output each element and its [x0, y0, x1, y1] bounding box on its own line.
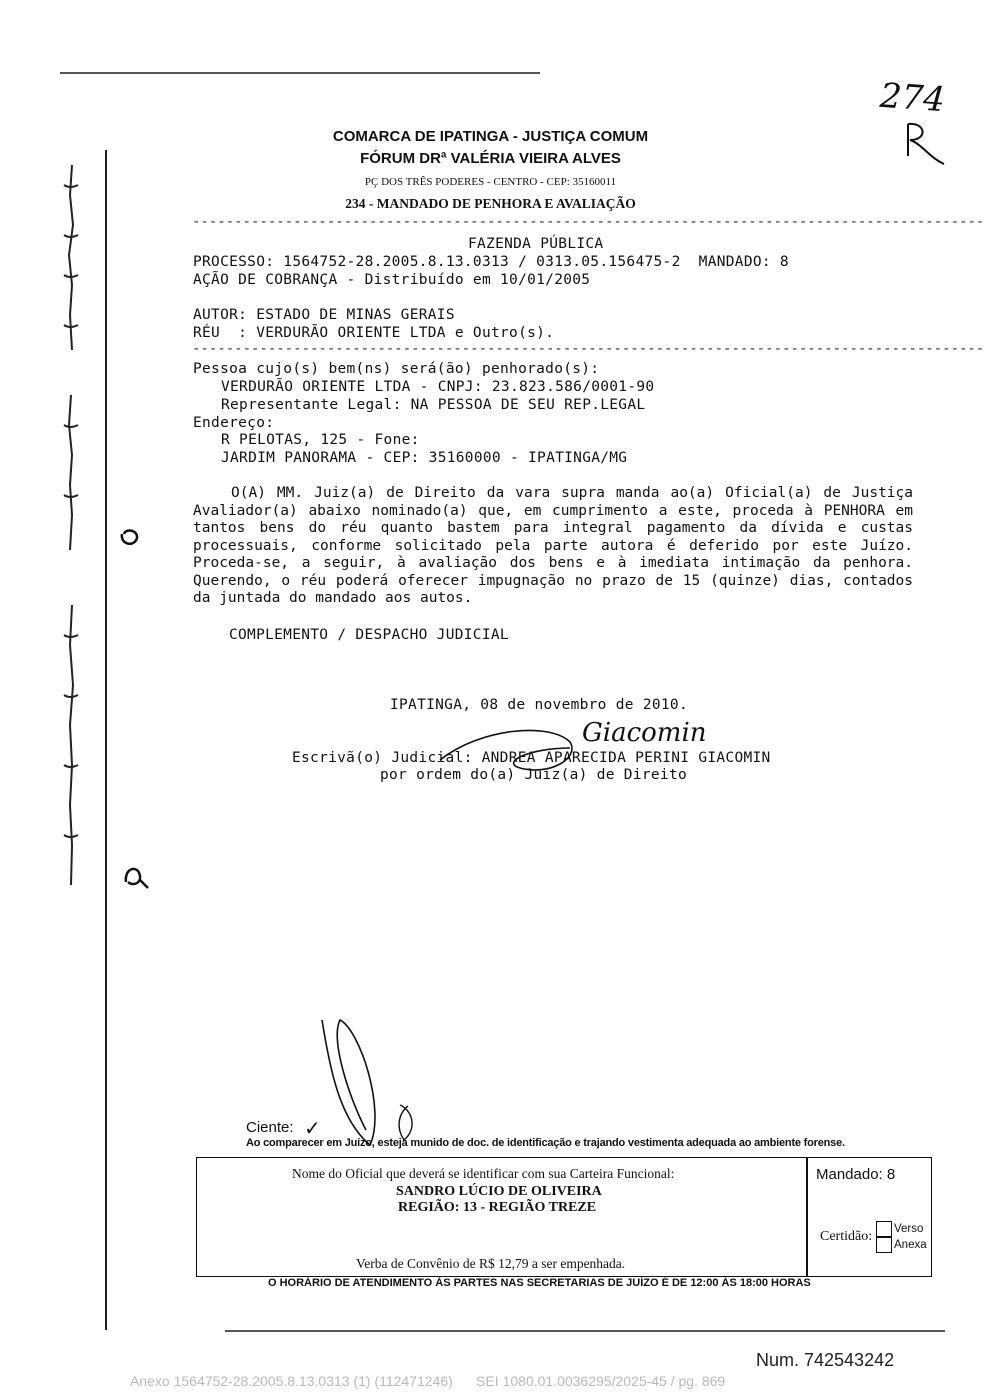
bottom-scan-border — [225, 1330, 945, 1332]
anexa-label: Anexa — [894, 1239, 927, 1252]
endereco-label: Endereço: — [193, 415, 275, 431]
reu-line: RÉU : VERDURÃO ORIENTE LTDA e Outro(s). — [193, 325, 555, 341]
handwritten-page-number: 274 — [878, 75, 947, 121]
date-line: IPATINGA, 08 de novembro de 2010. — [390, 697, 688, 713]
document-number: Num. 742543242 — [756, 1350, 895, 1370]
oficial-nome-label: Nome do Oficial que deverá se identificar com sua Carteira Funcional: — [292, 1166, 675, 1181]
margin-hole-mark-bottom — [122, 862, 150, 892]
fazenda-publica-label: FAZENDA PÚBLICA — [468, 236, 604, 252]
complemento-label: COMPLEMENTO / DESPACHO JUDICIAL — [229, 627, 509, 643]
oficial-regiao: REGIÃO: 13 - REGIÃO TREZE — [398, 1200, 597, 1215]
mandado-body-text: O(A) MM. Juiz(a) de Direito da vara supra manda ao(a) Oficial(a) de Justiça Avaliador(a) abaixo nominado(a) que, em cumprimento a este, proceda à PENHORA em tantos bens do réu quanto bastem para integral pagamento da dívida e custas processuais, conforme solicitado pela parte autora é deferido por este Juízo. Proceda-se, a seguir, à avaliação dos bens e à imediata intimação da penhora. Querendo, o réu poderá oferecer impugnação no prazo de 15 (quinze) dias, contados da juntada do mandado aos autos. — [193, 485, 913, 606]
acao-line: AÇÃO DE COBRANÇA - Distribuído em 10/01/2005 — [193, 272, 591, 288]
anexa-checkbox[interactable] — [876, 1237, 892, 1253]
certidao-verso-option[interactable] — [876, 1221, 923, 1237]
ciente-label: Ciente: — [246, 1119, 294, 1136]
pessoa-line: Pessoa cujo(s) bem(ns) será(ão) penhorado(s): — [193, 361, 600, 377]
separator-dashed: ---------------------------------------------------------------------------------------------- — [192, 214, 984, 230]
certidao-anexa-option[interactable] — [876, 1237, 927, 1253]
forum-address: PÇ DOS TRÊS PODERES - CENTRO - CEP: 35160011 — [364, 176, 617, 188]
verso-checkbox[interactable] — [876, 1221, 892, 1237]
ciente-signature-scribble — [300, 1010, 440, 1150]
verba-convenio: Verba de Convênio de R$ 12,79 a ser empenhada. — [356, 1256, 626, 1271]
comparecer-notice: Ao comparecer em Juízo, esteja munido de doc. de identificação e trajando vestimenta adequada ao ambiente forense. — [246, 1137, 845, 1149]
representante-line: Representante Legal: NA PESSOA DE SEU REP.LEGAL — [221, 397, 646, 413]
separator-dashed-2: ---------------------------------------------------------------------------------------------- — [192, 341, 984, 357]
footer-reference: Anexo 1564752-28.2005.8.13.0313 (1) (112471246) SEI 1080.01.0036295/2025-45 / pg. 869 — [130, 1373, 726, 1389]
left-scan-border — [105, 150, 107, 1330]
certidao-label: Certidão: — [820, 1229, 873, 1244]
empresa-line: VERDURÃO ORIENTE LTDA - CNPJ: 23.823.586/0001-90 — [221, 379, 655, 395]
margin-stamp-graphic — [60, 165, 82, 895]
ordem-line: por ordem do(a) Juiz(a) de Direito — [380, 767, 688, 783]
ciente-check-mark: ✓ — [304, 1116, 321, 1140]
rua-line: R PELOTAS, 125 - Fone: — [221, 432, 420, 448]
top-scan-border — [60, 72, 540, 74]
escriva-line: Escrivã(o) Judicial: ANDREA APARECIDA PERINI GIACOMIN — [292, 750, 771, 766]
bairro-line: JARDIM PANORAMA - CEP: 35160000 - IPATINGA/MG — [221, 450, 628, 466]
horario-notice: O HORÁRIO DE ATENDIMENTO ÀS PARTES NAS SECRETARIAS DE JUÍZO É DE 12:00 ÀS 18:00 HORAS — [268, 1277, 811, 1289]
escriva-signature-text: Giacomin — [582, 718, 707, 748]
left-margin-stamp — [60, 165, 82, 895]
mandado-number: Mandado: 8 — [816, 1166, 896, 1183]
document-type-title: 234 - MANDADO DE PENHORA E AVALIAÇÃO — [345, 196, 636, 211]
processo-line: PROCESSO: 1564752-28.2005.8.13.0313 / 0313.05.156475-2 MANDADO: 8 — [193, 254, 789, 270]
oficial-nome: SANDRO LÚCIO DE OLIVEIRA — [396, 1184, 602, 1199]
forum-title: FÓRUM DRª VALÉRIA VIEIRA ALVES — [360, 150, 621, 167]
autor-line: AUTOR: ESTADO DE MINAS GERAIS — [193, 307, 455, 323]
comarca-title: COMARCA DE IPATINGA - JUSTIÇA COMUM — [332, 128, 649, 145]
margin-hole-mark-top — [118, 526, 140, 548]
verso-label: Verso — [894, 1223, 924, 1236]
